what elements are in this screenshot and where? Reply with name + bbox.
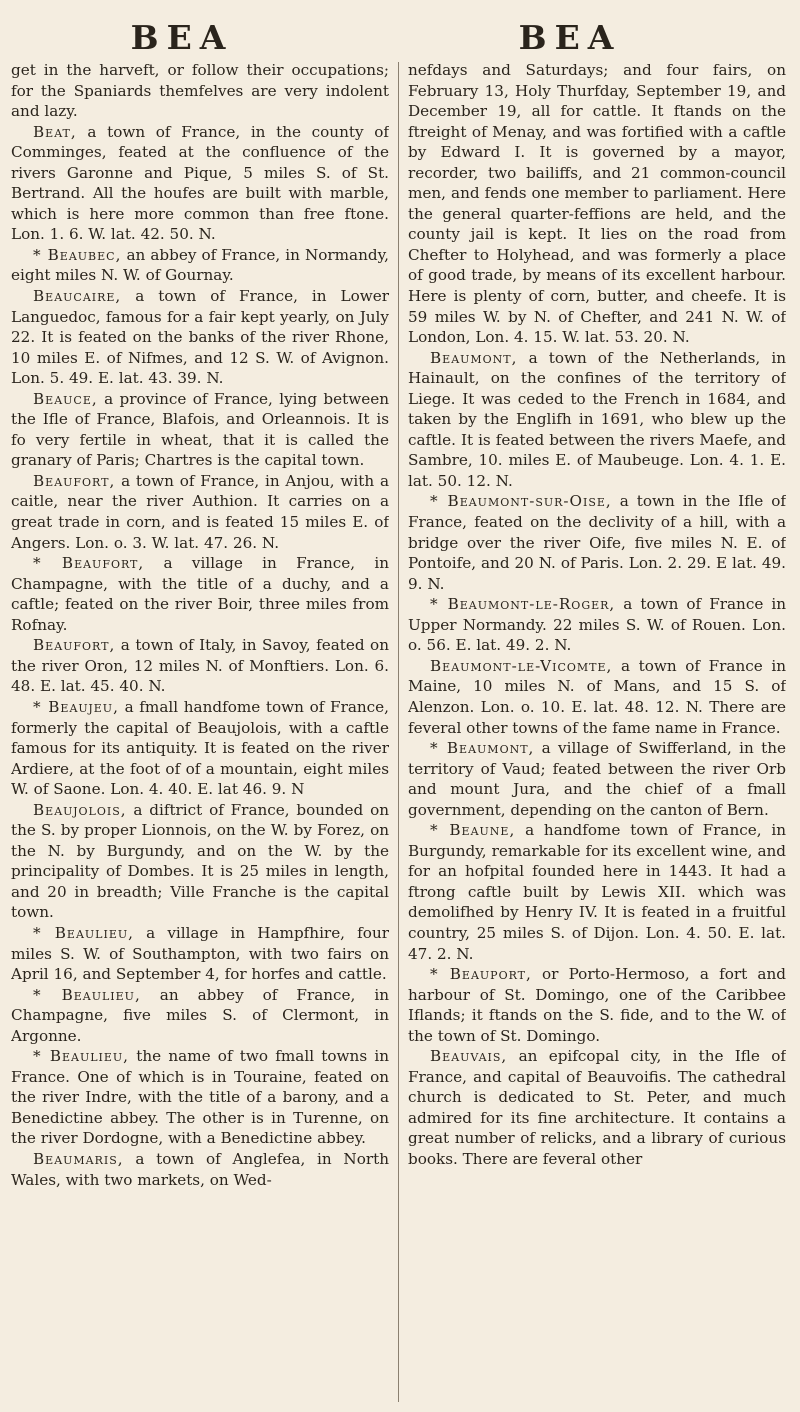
dictionary-entry xyxy=(408,491,786,594)
dictionary-entry xyxy=(11,553,389,635)
entry-headword: * Beaumont-sur-Oise, xyxy=(430,492,612,511)
dictionary-entry xyxy=(11,122,389,245)
entry-headword: Beaufort, xyxy=(33,471,116,490)
entry-headword: Beauvais, xyxy=(430,1047,508,1066)
dictionary-entry xyxy=(408,348,786,492)
entry-text: a town of France, in Anjou, with a caitle, near the river Authion. It carries on a great trade in corn, and is feated 15 miles E. of Angers. Lon. o. 3. W. lat. 47. 26. N. xyxy=(11,471,389,552)
entry-headword: * Beaulieu, xyxy=(33,1047,130,1066)
dictionary-entry xyxy=(408,738,786,820)
entry-text: a diftrict of France, bounded on the S. by proper Lionnois, on the W. by Forez, on the N. by Burgundy, and on the W. by the principality of Dombes. It is 25 miles in length, and 20 in breadth; Ville Franche is the capital town. xyxy=(11,800,389,922)
entry-text: a village in France, in Champagne, with the title of a duchy, and a caftle; feated on the river Boir, three miles from Rofnay. xyxy=(11,554,389,634)
dictionary-entry xyxy=(11,697,389,800)
entry-text: a town of France in Upper Normandy. 22 miles S. W. of Rouen. Lon. o. 56. E. lat. 49. 2. N. xyxy=(408,595,786,655)
dictionary-entry xyxy=(11,635,389,697)
dictionary-entry xyxy=(11,985,389,1047)
entry-headword: * Beaufort, xyxy=(33,554,145,573)
dictionary-entry xyxy=(11,60,389,122)
column-divider xyxy=(398,62,399,1402)
entry-text: an abbey of France, in Normandy, eight miles N. W. of Gournay. xyxy=(11,245,389,285)
dictionary-entry xyxy=(11,1149,389,1190)
entry-text: a town of Italy, in Savoy, feated on the river Oron, 12 miles N. of Monftiers. Lon. 6. 48. E. lat. 45. 40. N. xyxy=(11,636,389,696)
entry-headword: Beaumont-le-Vicomte, xyxy=(430,656,613,675)
entry-headword: * Beauport, xyxy=(430,965,532,984)
dictionary-entry xyxy=(11,800,389,923)
dictionary-entry xyxy=(408,60,786,348)
entry-headword: * Beaubec, xyxy=(33,245,122,264)
entry-text: a province of France, lying between the Ifle of France, Blafois, and Orleannois. It is fo very fertile in wheat, that it is called the granary of Paris; Chartres is the capital town. xyxy=(11,389,389,470)
entry-text: a town of France in Maine, 10 miles N. of Mans, and 15 S. of Alenzon. Lon. o. 10. E. lat. 48. 12. N. There are feveral other towns of the fame name in France. xyxy=(408,656,786,737)
left-column xyxy=(11,60,389,1405)
entry-text: the name of two fmall towns in France. One of which is in Touraine, feated on the river Indre, with the title of a barony, and a Benedictine abbey. The other is in Turenne, on the river Dordogne, with a Benedictine abbey. xyxy=(11,1047,389,1148)
entry-headword: * Beaumont, xyxy=(430,739,535,758)
entry-headword: Beaucaire, xyxy=(33,287,122,306)
entry-headword: Beaumaris, xyxy=(33,1149,124,1168)
entry-headword: Beaumont, xyxy=(430,348,518,367)
entry-headword: * Beaune, xyxy=(430,821,516,840)
entry-text: nefdays and Saturdays; and four fairs, on February 13, Holy Thurfday, September 19, and December 19, all for cattle. It ftands on the ftreight of Menay, and was fortified with a caftle by Edward I. It is governed by a mayor, recorder, two bailiffs, and 21 common-council men, and fends one member to parliament. Here the general quarter-feffions are held, and the county jail is kept. It lies on the road from Chefter to Holyhead, and was formerly a place of good trade, by means of its excellent harbour. Here is plenty of corn, butter, and cheefe. It is 59 miles W. by N. of Chefter, and 241 N. W. of London, Lon. 4. 15. W. lat. 53. 20. N. xyxy=(408,61,786,347)
running-header-right: BEA xyxy=(518,18,622,57)
entry-text: a town in the Ifle of France, feated on the declivity of a hill, with a bridge over the river Oife, five miles N. E. of Pontoife, and 20 N. of Paris. Lon. 2. 29. E lat. 49. 9. N. xyxy=(408,492,786,593)
entry-headword: * Beaulieu, xyxy=(33,923,134,942)
dictionary-entry xyxy=(11,286,389,389)
entry-headword: * Beaujeu, xyxy=(33,697,119,716)
entry-text: a town of Anglefea, in North Wales, with two markets, on Wed- xyxy=(11,1149,389,1189)
dictionary-entry xyxy=(11,1046,389,1149)
dictionary-entry xyxy=(11,245,389,286)
entry-text: get in the harveft, or follow their occupations; for the Spaniards themfelves are very indolent and lazy. xyxy=(11,61,389,121)
dictionary-entry xyxy=(408,820,786,964)
entry-headword: Beat, xyxy=(33,122,77,141)
dictionary-entry xyxy=(408,964,786,1046)
entry-headword: Beaujolois, xyxy=(33,800,127,819)
dictionary-entry xyxy=(408,1046,786,1169)
right-column xyxy=(408,60,786,1405)
entry-headword: * Beaulieu, xyxy=(33,985,141,1004)
entry-text: an epifcopal city, in the Ifle of France, and capital of Beauvoifis. The cathedral church is dedicated to St. Peter, and much admired for its fine architecture. It contains a great number of relicks, and a library of curious books. There are feveral other xyxy=(408,1047,786,1168)
dictionary-entry xyxy=(11,389,389,471)
entry-text: a fmall handfome town of France, formerly the capital of Beaujolois, with a caftle famous for its antiquity. It is feated on the river Ardiere, at the foot of of a mountain, eight miles W. of Saone. Lon. 4. 40. E. lat 46. 9. N xyxy=(11,697,389,799)
dictionary-entry xyxy=(11,923,389,985)
dictionary-entry xyxy=(11,471,389,553)
entry-text: a village of Swifferland, in the territory of Vaud; feated between the river Orb and mount Jura, and the chief of a fmall government, depending on the canton of Bern. xyxy=(408,739,786,819)
entry-text: a village in Hampfhire, four miles S. W. of Southampton, with two fairs on April 16, and September 4, for horfes and cattle. xyxy=(11,923,389,984)
dictionary-entry xyxy=(408,594,786,656)
entry-headword: * Beaumont-le-Roger, xyxy=(430,595,616,614)
entry-text: a handfome town of France, in Burgundy, remarkable for its excellent wine, and for an hofpital founded here in 1443. It had a ftrong caftle built by Lewis XII. which was demolifhed by Henry IV. It is feated in a fruitful country, 25 miles S. of Dijon. Lon. 4. 50. E. lat. 47. 2. N. xyxy=(408,821,786,963)
dictionary-entry xyxy=(408,656,786,738)
running-header-left: BEA xyxy=(130,18,234,57)
entry-text: a town of the Netherlands, in Hainault, on the confines of the territory of Liege. It was ceded to the French in 1684, and taken by the Englifh in 1691, who blew up the caftle. It is feated between the rivers Maefe, and Sambre, 10. miles E. of Maubeuge. Lon. 4. 1. E. lat. 50. 12. N. xyxy=(408,348,786,490)
entry-headword: Beauce, xyxy=(33,389,98,408)
entry-text: or Porto-Hermoso, a fort and harbour of St. Domingo, one of the Caribbee Iflands; it ftands on the S. fide, and to the W. of the town of St. Domingo. xyxy=(408,965,786,1045)
entry-text: an abbey of France, in Champagne, five miles S. of Clermont, in Argonne. xyxy=(11,985,389,1045)
entry-headword: Beaufort, xyxy=(33,636,116,655)
entry-text: a town of France, in Lower Languedoc, famous for a fair kept yearly, on July 22. It is feated on the banks of the river Rhone, 10 miles E. of Nifmes, and 12 S. W. of Avignon. Lon. 5. 49. E. lat. 43. 39. N. xyxy=(11,287,389,388)
entry-text: a town of France, in the county of Comminges, feated at the confluence of the rivers Garonne and Pique, 5 miles S. of St. Bertrand. All the houfes are built with marble, which is here more common than free ftone. Lon. 1. 6. W. lat. 42. 50. N. xyxy=(11,122,389,244)
